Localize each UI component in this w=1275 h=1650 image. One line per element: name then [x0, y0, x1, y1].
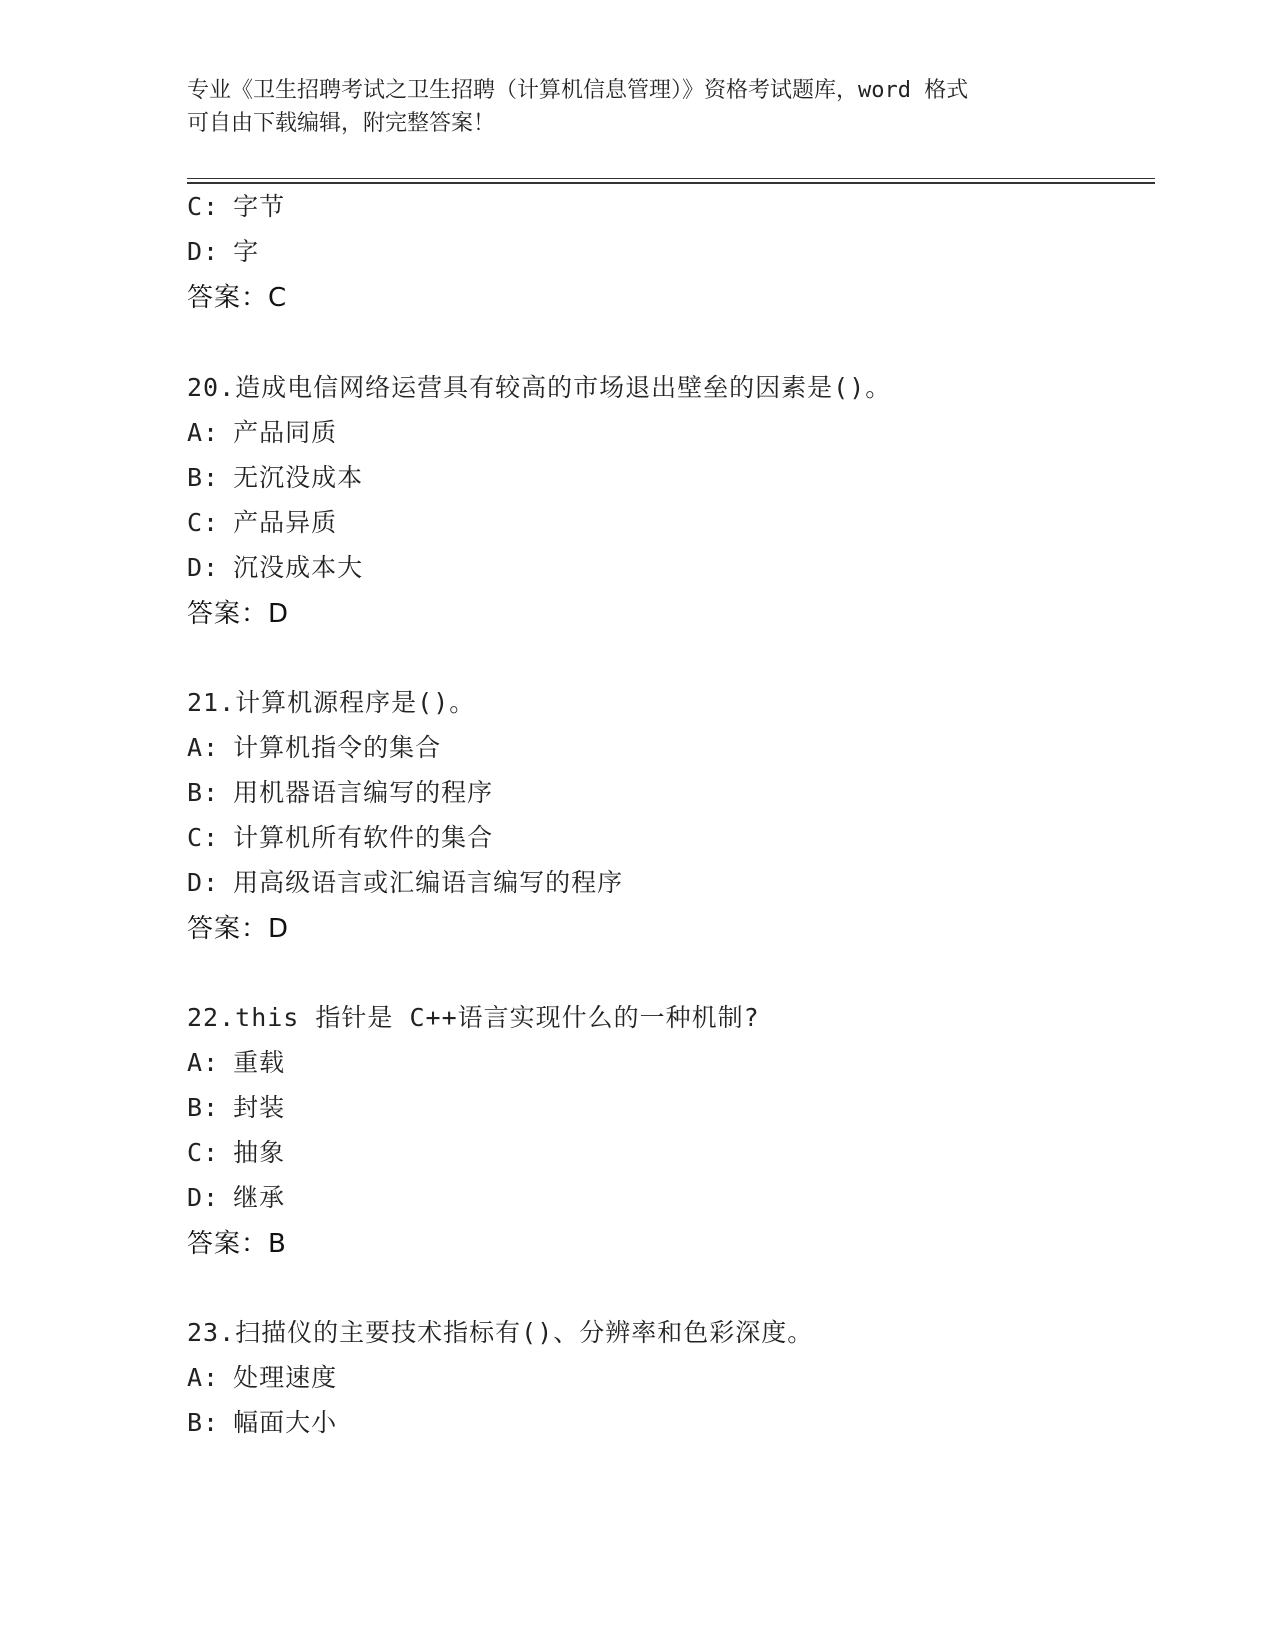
option-text: 幅面大小 — [233, 1408, 338, 1437]
option-prefix: B: — [187, 1408, 220, 1437]
option-item — [187, 1137, 285, 1169]
option-text: 封装 — [233, 1093, 286, 1122]
option-text: 无沉没成本 — [233, 463, 364, 492]
option-item — [187, 552, 363, 584]
option-item — [187, 191, 285, 223]
option-item — [187, 1407, 337, 1439]
question-stem: 23.扫描仪的主要技术指标有()、分辨率和色彩深度。 — [187, 1318, 814, 1347]
document-header — [187, 74, 1087, 140]
option-item — [187, 1092, 285, 1124]
option-prefix: D: — [187, 553, 220, 582]
option-text: 产品同质 — [233, 418, 338, 447]
option-item — [187, 417, 337, 449]
option-prefix: B: — [187, 1093, 220, 1122]
option-prefix: D: — [187, 868, 220, 897]
option-item — [187, 822, 493, 854]
question-stem: 20.造成电信网络运营具有较高的市场退出壁垒的因素是()。 — [187, 373, 892, 402]
option-prefix: C: — [187, 1138, 220, 1167]
option-text: 继承 — [233, 1183, 286, 1212]
option-item — [187, 462, 363, 494]
option-prefix: C: — [187, 823, 220, 852]
option-text: 重载 — [233, 1048, 286, 1077]
answer-line: 答案：B — [187, 1229, 287, 1259]
option-prefix: C: — [187, 192, 220, 221]
option-prefix: B: — [187, 778, 220, 807]
answer-line: 答案：D — [187, 914, 290, 944]
option-item — [187, 1047, 285, 1079]
option-text: 字节 — [233, 192, 286, 221]
option-item — [187, 867, 623, 899]
option-item — [187, 1182, 285, 1214]
question-stem: 21.计算机源程序是()。 — [187, 688, 476, 717]
header-title-line-1: 专业《卫生招聘考试之卫生招聘（计算机信息管理）》资格考试题库，word 格式 — [187, 78, 969, 103]
option-item — [187, 507, 337, 539]
option-item — [187, 1362, 337, 1394]
option-text: 产品异质 — [233, 508, 338, 537]
option-text: 字 — [233, 237, 260, 266]
option-prefix: D: — [187, 1183, 220, 1212]
option-prefix: D: — [187, 237, 220, 266]
option-prefix: A: — [187, 418, 220, 447]
header-divider-top — [187, 178, 1155, 179]
option-prefix: A: — [187, 1048, 220, 1077]
question-stem: 22.this 指针是 C++语言实现什么的一种机制? — [187, 1003, 760, 1032]
option-text: 计算机所有软件的集合 — [233, 823, 494, 852]
option-prefix: A: — [187, 1363, 220, 1392]
option-text: 用机器语言编写的程序 — [233, 778, 494, 807]
option-item — [187, 777, 493, 809]
option-item — [187, 732, 441, 764]
option-text: 用高级语言或汇编语言编写的程序 — [233, 868, 624, 897]
option-item — [187, 236, 259, 268]
header-title-line-2: 可自由下载编辑，附完整答案！ — [187, 111, 496, 136]
option-text: 计算机指令的集合 — [233, 733, 442, 762]
option-prefix: A: — [187, 733, 220, 762]
answer-line: 答案：C — [187, 283, 288, 313]
answer-line: 答案：D — [187, 599, 290, 629]
option-text: 处理速度 — [233, 1363, 338, 1392]
option-prefix: C: — [187, 508, 220, 537]
header-divider-bottom — [187, 182, 1155, 184]
option-prefix: B: — [187, 463, 220, 492]
option-text: 抽象 — [233, 1138, 286, 1167]
option-text: 沉没成本大 — [233, 553, 364, 582]
